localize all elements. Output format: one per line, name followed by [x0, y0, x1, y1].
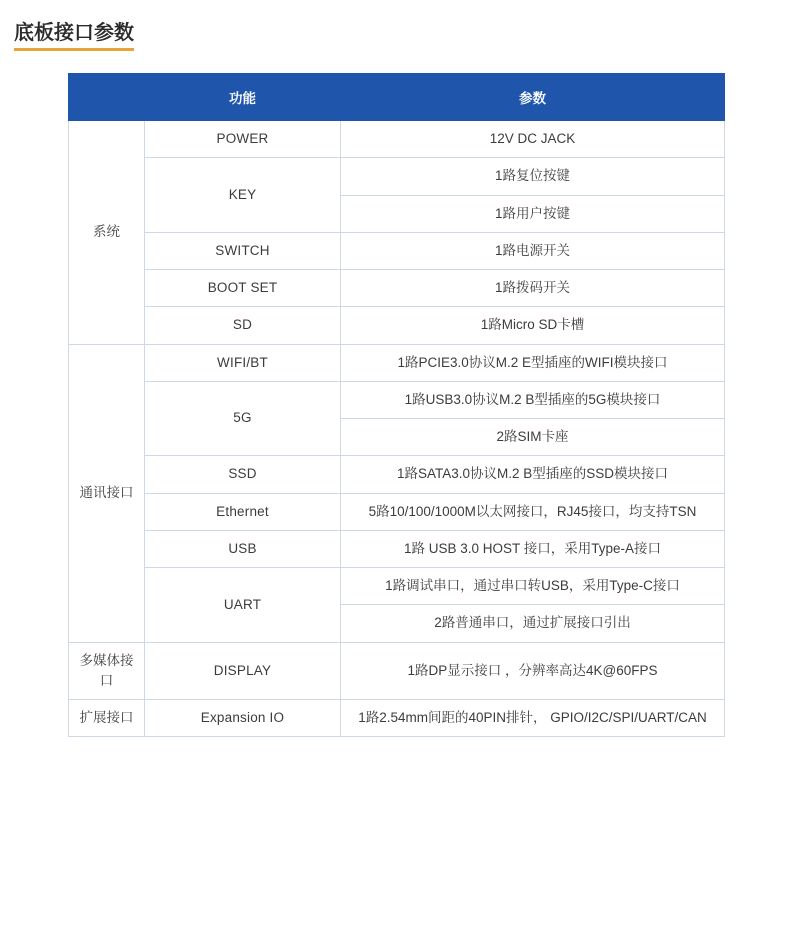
column-header-function: 功能	[145, 74, 341, 121]
cell-function: Ethernet	[145, 493, 341, 530]
table-row	[69, 456, 725, 493]
cell-parameter: 1路USB3.0协议M.2 B型插座的5G模块接口	[341, 381, 725, 418]
cell-function: SD	[145, 307, 341, 344]
table-row	[69, 121, 725, 158]
cell-parameter: 1路拨码开关	[341, 270, 725, 307]
cell-function: BOOT SET	[145, 270, 341, 307]
cell-function: Expansion IO	[145, 700, 341, 737]
cell-parameter: 1路复位按键	[341, 158, 725, 195]
cell-parameter: 1路2.54mm间距的40PIN排针， GPIO/I2C/SPI/UART/CAN	[341, 700, 725, 737]
page-title: 底板接口参数	[14, 18, 134, 51]
table-row	[69, 270, 725, 307]
cell-parameter: 5路10/100/1000M以太网接口，RJ45接口，均支持TSN	[341, 493, 725, 530]
cell-parameter: 1路电源开关	[341, 232, 725, 269]
cell-function: WIFI/BT	[145, 344, 341, 381]
table-row	[69, 530, 725, 567]
table-row	[69, 232, 725, 269]
cell-parameter: 1路PCIE3.0协议M.2 E型插座的WIFI模块接口	[341, 344, 725, 381]
cell-function: UART	[145, 568, 341, 643]
table-row	[69, 344, 725, 381]
table-body	[69, 121, 725, 737]
table-header-row	[69, 74, 725, 121]
cell-parameter: 1路DP显示接口 ，分辨率高达4K@60FPS	[341, 642, 725, 700]
cell-category: 系统	[69, 121, 145, 345]
cell-parameter: 1路 USB 3.0 HOST 接口，采用Type-A接口	[341, 530, 725, 567]
cell-function: SWITCH	[145, 232, 341, 269]
table-head	[69, 74, 725, 121]
cell-function: KEY	[145, 158, 341, 233]
cell-function: USB	[145, 530, 341, 567]
cell-parameter: 2路SIM卡座	[341, 419, 725, 456]
cell-function: DISPLAY	[145, 642, 341, 700]
table-row	[69, 307, 725, 344]
table-row	[69, 568, 725, 605]
table-row	[69, 493, 725, 530]
table-row	[69, 381, 725, 418]
page-title-wrap	[0, 0, 790, 51]
cell-parameter: 1路调试串口，通过串口转USB，采用Type-C接口	[341, 568, 725, 605]
cell-parameter: 1路Micro SD卡槽	[341, 307, 725, 344]
table-row	[69, 700, 725, 737]
cell-function: POWER	[145, 121, 341, 158]
cell-parameter: 1路用户按键	[341, 195, 725, 232]
cell-parameter: 2路普通串口，通过扩展接口引出	[341, 605, 725, 642]
cell-function: SSD	[145, 456, 341, 493]
cell-function: 5G	[145, 381, 341, 456]
column-header-parameter: 参数	[341, 74, 725, 121]
column-header-category	[69, 74, 145, 121]
cell-category: 多媒体接口	[69, 642, 145, 700]
baseboard-interface-spec-table	[68, 73, 725, 737]
table-row	[69, 158, 725, 195]
cell-category: 扩展接口	[69, 700, 145, 737]
cell-parameter: 12V DC JACK	[341, 121, 725, 158]
cell-parameter: 1路SATA3.0协议M.2 B型插座的SSD模块接口	[341, 456, 725, 493]
cell-category: 通讯接口	[69, 344, 145, 642]
table-row	[69, 642, 725, 700]
